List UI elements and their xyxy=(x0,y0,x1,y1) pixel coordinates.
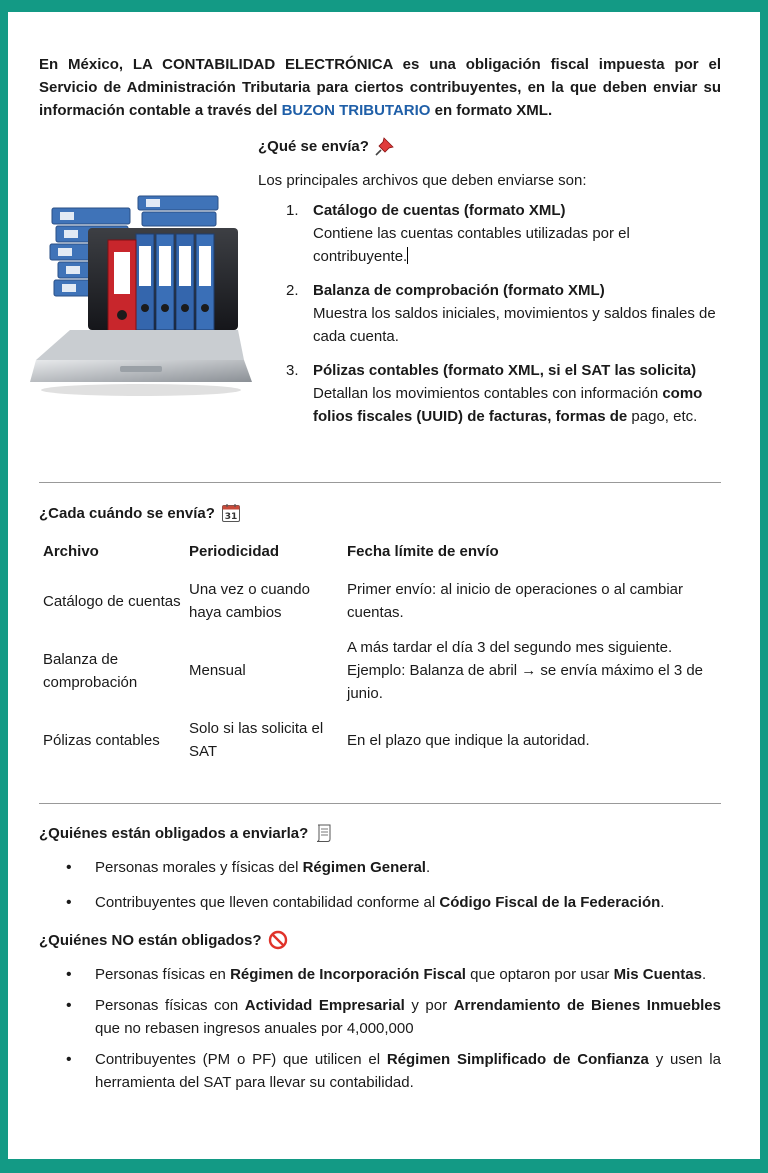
item-title: Pólizas contables (formato XML, si el SAT las solicita) xyxy=(313,362,697,379)
prohibited-icon xyxy=(268,930,288,950)
list-item: • Contribuyentes que lleven contabilidad conforme al Código Fiscal de la Federación. xyxy=(39,891,721,914)
files-list xyxy=(258,199,728,428)
when-heading: ¿Cada cuándo se envía? 31 xyxy=(39,503,721,523)
when-section xyxy=(39,503,721,769)
col-header: Periodicidad xyxy=(189,543,280,560)
list-item: • Personas físicas en Régimen de Incorporación Fiscal que optaron por usar Mis Cuentas. xyxy=(39,963,721,986)
intro-paragraph: En México, LA CONTABILIDAD ELECTRÓNICA es una obligación fiscal impuesta por el Servicio de Administración Tributaria para ciertos contribuyentes, en la que deben enviar su información contable a través del BUZON TRIBUTARIO en formato XML. xyxy=(39,56,721,119)
list-item: • Contribuyentes (PM o PF) que utilicen el Régimen Simplificado de Confianza y usen la herramienta del SAT para llevar su contabilidad. xyxy=(39,1048,721,1094)
obligated-list xyxy=(39,856,721,914)
what-intro: Los principales archivos que deben enviarse son: xyxy=(258,172,587,189)
list-item: 1. Catálogo de cuentas (formato XML) Contiene las cuentas contables utilizadas por el contribuyente. xyxy=(258,199,728,268)
list-item: • Personas físicas con Actividad Empresarial y por Arrendamiento de Bienes Inmuebles que no rebasen ingresos anuales por 4,000,000 xyxy=(39,994,721,1040)
list-item: • Personas morales y físicas del Régimen General. xyxy=(39,856,721,879)
obligated-heading: ¿Quiénes están obligados a enviarla? xyxy=(39,823,721,843)
table-header-row xyxy=(39,537,721,572)
table-row: Pólizas contables Solo si las solicita el SAT En el plazo que indique la autoridad. xyxy=(43,720,590,760)
divider xyxy=(39,482,721,483)
pushpin-icon xyxy=(375,136,395,156)
item-title: Catálogo de cuentas (formato XML) xyxy=(313,202,566,219)
col-header: Archivo xyxy=(43,543,99,560)
svg-text:31: 31 xyxy=(224,512,238,522)
list-item: 2. Balanza de comprobación (formato XML) Muestra los saldos iniciales, movimientos y saldos finales de cada cuenta. xyxy=(258,279,728,348)
what-is-sent-section xyxy=(258,135,728,428)
item-desc: Contiene las cuentas contables utilizadas por el contribuyente. xyxy=(313,225,630,265)
obligated-section xyxy=(39,823,721,914)
col-header: Fecha límite de envío xyxy=(347,543,499,560)
text-cursor xyxy=(407,247,408,264)
calendar-icon xyxy=(221,503,241,523)
item-desc: Muestra los saldos iniciales, movimientos y saldos finales de cada cuenta. xyxy=(313,305,716,345)
item-desc: Detallan los movimientos contables con información como folios fiscales (UUID) de facturas, formas de pago, etc. xyxy=(313,385,703,425)
what-heading: ¿Qué se envía? xyxy=(258,135,728,157)
buzon-tributario-link[interactable]: BUZON TRIBUTARIO xyxy=(281,102,431,119)
not-obligated-heading: ¿Quiénes NO están obligados? xyxy=(39,930,721,950)
not-obligated-list xyxy=(39,963,721,1094)
not-obligated-section xyxy=(39,930,721,1094)
divider xyxy=(39,803,721,804)
list-item: 3. Pólizas contables (formato XML, si el SAT las solicita) Detallan los movimientos contables con información como folios fiscales (UUID) de facturas, formas de pago, etc. xyxy=(258,359,728,428)
periodicity-table xyxy=(39,537,721,769)
table-row: Balanza de comprobación Mensual A más tardar el día 3 del segundo mes siguiente. Ejemplo: Balanza de abril → se envía máximo el 3 de junio. xyxy=(43,639,704,702)
item-title: Balanza de comprobación (formato XML) xyxy=(313,282,605,299)
scroll-icon xyxy=(314,823,334,843)
table-row: Catálogo de cuentas Una vez o cuando haya cambios Primer envío: al inicio de operaciones o al cambiar cuentas. xyxy=(43,581,683,621)
laptop-binders-illustration xyxy=(30,190,252,400)
